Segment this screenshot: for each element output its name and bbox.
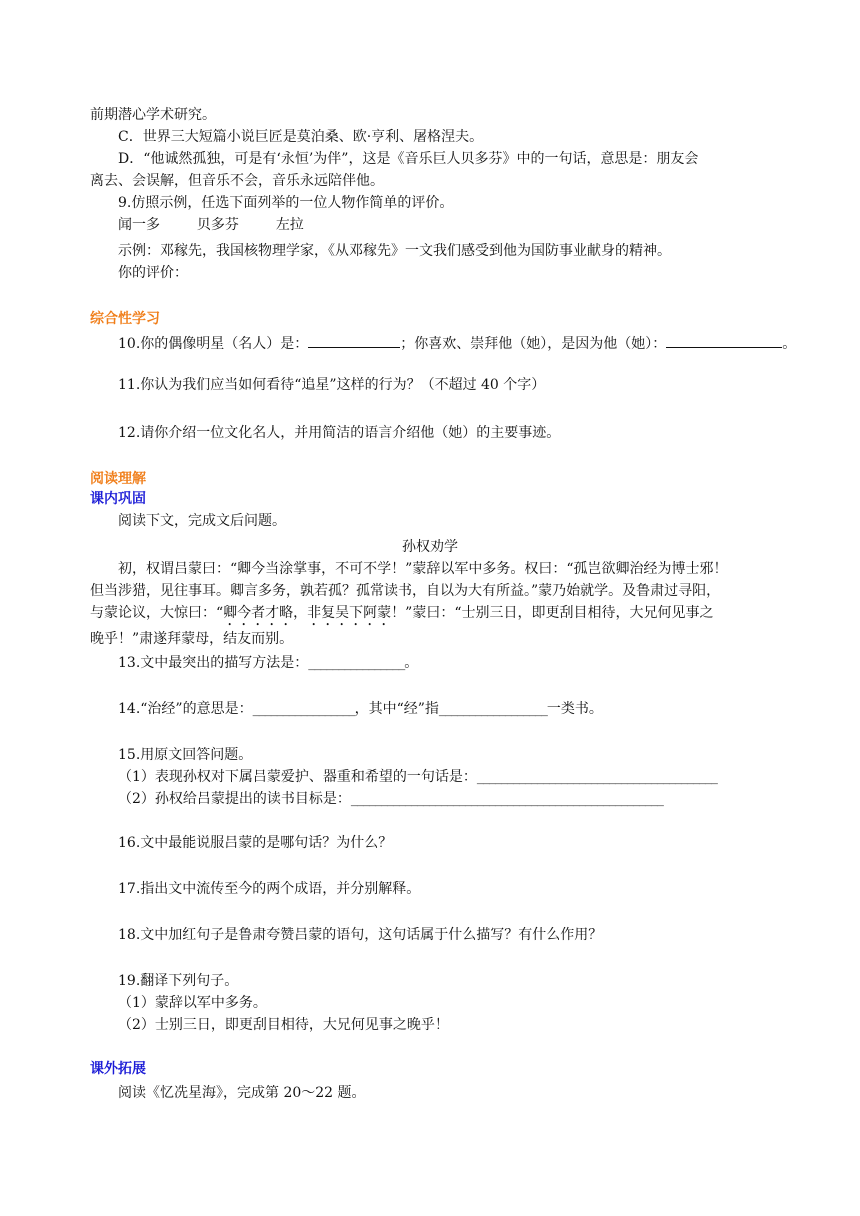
highlighted-sentence: 卿今者才略，非复吴下阿蒙: [223, 605, 392, 621]
section-reading-heading: 阅读理解: [90, 471, 146, 487]
question-10-blank1[interactable]: [308, 332, 400, 348]
passage-title: 孙权劝学: [402, 539, 458, 555]
question-16: 16.文中最能说服吕蒙的是哪句话？为什么？: [118, 835, 393, 851]
question-19-sub2: （2）士别三日，即更刮目相待，大兄何见事之晚乎！: [118, 1017, 449, 1033]
question-13-blank[interactable]: ________________: [308, 655, 405, 671]
passage-line-1: 初，权谓吕蒙曰：“卿今当涂掌事，不可不学！”蒙辞以军中多务。权曰：“孤岂欲卿治经为博士邪！: [118, 561, 728, 577]
question-9-your-eval: 你的评价：: [118, 265, 188, 281]
question-14-part3: 一类书。: [546, 701, 603, 717]
name-option: 左拉: [275, 217, 304, 233]
question-13-text: 13.文中最突出的描写方法是：: [118, 655, 309, 671]
reading-intro: 阅读下文，完成文后问题。: [118, 513, 286, 529]
option-b-tail: 前期潜心学术研究。: [90, 107, 216, 123]
question-10: [118, 332, 796, 355]
option-c: C．世界三大短篇小说巨匠是莫泊桑、欧·亨利、屠格涅夫。: [118, 129, 484, 145]
question-14-blank1[interactable]: _________________: [252, 701, 355, 717]
question-9-example: 示例：邓稼先，我国核物理学家，《从邓稼先》一文我们感受到他为国防事业献身的精神。: [118, 243, 671, 259]
question-9-names: [118, 214, 304, 236]
question-10-blank2[interactable]: [666, 332, 782, 348]
name-option: 闻一多: [118, 217, 160, 233]
subsection-extended-heading: 课外拓展: [90, 1061, 146, 1077]
question-13-end: 。: [404, 655, 419, 671]
passage-line-2: 但当涉猎，见往事耳。卿言多务，孰若孤？孤常读书，自以为大有所益。”蒙乃始就学。及鲁肃过寻阳，: [90, 583, 721, 599]
question-15-sub1-blank[interactable]: ________________________________________: [476, 769, 717, 785]
question-14-part2: ，其中“经”指: [354, 701, 439, 717]
question-19-prompt: 19.翻译下列句子。: [118, 973, 239, 989]
passage-line-3-post: ！”蒙曰：“士别三日，即更刮目相待，大兄何见事之: [391, 605, 714, 621]
passage-line-3: [90, 602, 714, 629]
question-15-prompt: 15.用原文回答问题。: [118, 747, 253, 763]
question-10-part1: 10.你的偶像明星（名人）是：: [118, 336, 309, 352]
subsection-in-class-heading: 课内巩固: [90, 491, 146, 507]
question-11: 11.你认为我们应当如何看待“追星”这样的行为？（不超过 40 个字）: [118, 377, 546, 393]
question-15-sub2-text: （2）孙权给吕蒙提出的读书目标是：: [118, 791, 351, 807]
question-14: [118, 698, 603, 720]
question-12: 12.请你介绍一位文化名人，并用简洁的语言介绍他（她）的主要事迹。: [118, 425, 561, 441]
option-d-line1: D．“他诚然孤独，可是有‘永恒’为伴”，这是《音乐巨人贝多芬》中的一句话，意思是：朋友会: [118, 151, 699, 167]
question-10-end: 。: [782, 336, 797, 352]
question-15-sub1-text: （1）表现孙权对下属吕蒙爱护、器重和希望的一句话是：: [118, 769, 477, 785]
option-d-line2: 离去、会误解，但音乐不会，音乐永远陪伴他。: [90, 173, 384, 189]
question-14-blank2[interactable]: __________________: [438, 701, 547, 717]
extended-intro: 阅读《忆冼星海》，完成第 20～22 题。: [118, 1085, 366, 1101]
name-option: 贝多芬: [196, 217, 239, 233]
question-10-part2: ；你喜欢、崇拜他（她），是因为他（她）：: [400, 336, 667, 352]
section-comprehensive-heading: 综合性学习: [90, 311, 160, 327]
passage-line-3-pre: 与蒙论议，大惊曰：“: [90, 605, 224, 621]
question-18: 18.文中加红句子是鲁肃夸赞吕蒙的语句，这句话属于什么描写？有什么作用？: [118, 927, 603, 943]
question-15-sub2-blank[interactable]: ____________________________________________________: [350, 791, 663, 807]
question-17: 17.指出文中流传至今的两个成语，并分别解释。: [118, 881, 421, 897]
passage-line-4: 晚乎！”肃遂拜蒙母，结友而别。: [90, 631, 294, 647]
question-13: [118, 652, 418, 674]
question-9-prompt: 9.仿照示例，任选下面列举的一位人物作简单的评价。: [118, 195, 454, 211]
question-15-sub1: [118, 766, 717, 788]
question-19-sub1: （1）蒙辞以军中多务。: [118, 995, 267, 1011]
question-14-part1: 14.“治经”的意思是：: [118, 701, 253, 717]
question-15-sub2: [118, 788, 663, 810]
